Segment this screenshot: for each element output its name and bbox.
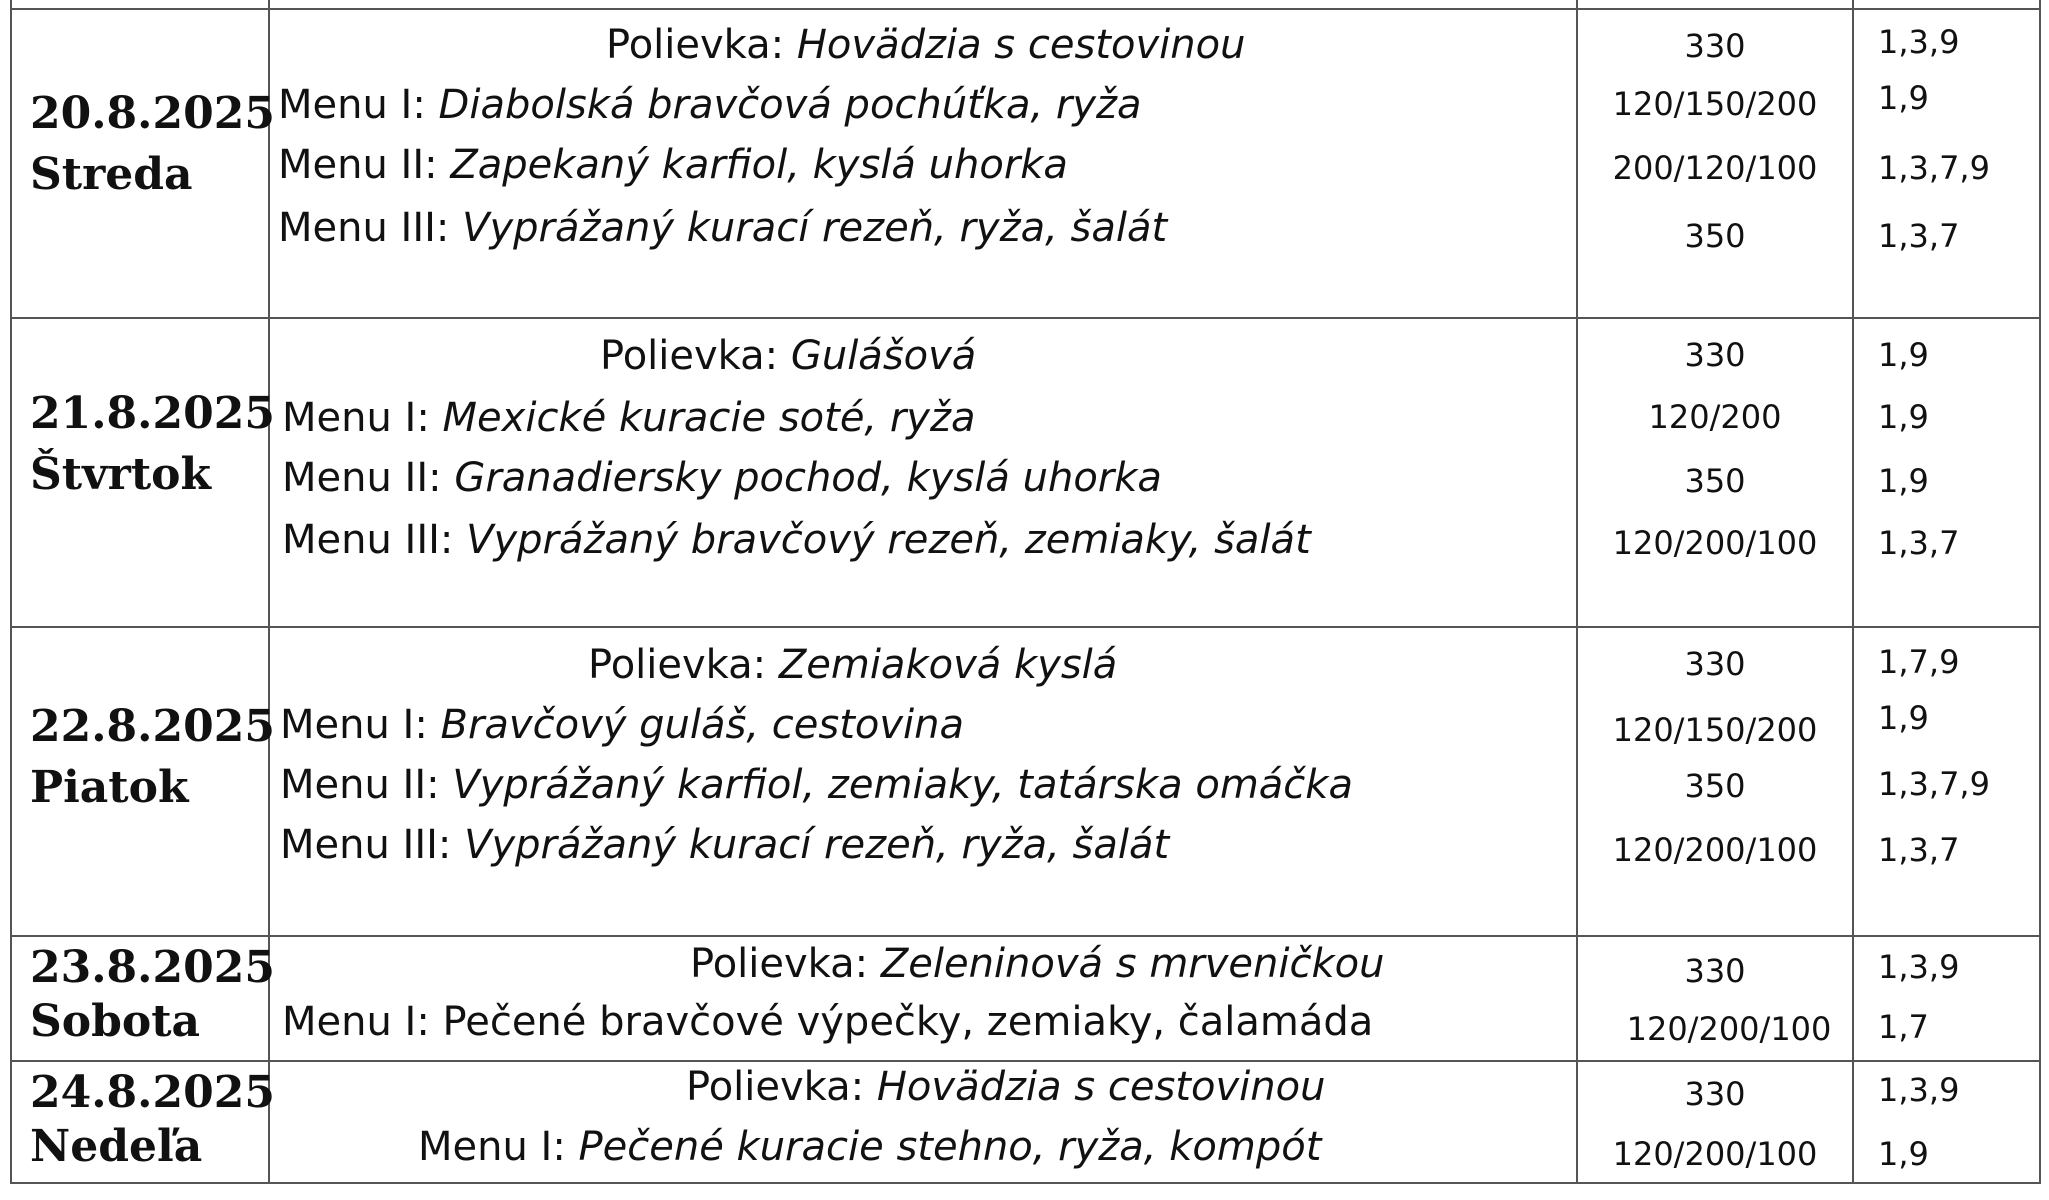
item-label: Polievka: [686,1064,865,1110]
dish-name: Gulášová [790,333,977,379]
dish-name: Diabolská bravčová pochúťka, ryža [438,82,1142,128]
item-label: Menu I: [418,1124,566,1170]
dish-name: Zeleninová s mrveničkou [880,941,1385,987]
date-cell [11,318,275,627]
allergens-value: 1,3,7 [1878,831,1960,869]
allergens-cell [1853,318,2040,627]
dish-name: Bravčový guláš, cestovina [440,702,965,748]
dish-line [278,140,1068,190]
weight-value: 330 [1684,27,1746,65]
date-cell [11,627,275,936]
date-label [30,941,275,1049]
weight-value: 120/200/100 [1612,831,1818,869]
weekly-menu-table [10,0,2041,1184]
allergens-value: 1,3,9 [1878,1071,1960,1109]
dish-name: Granadiersky pochod, kyslá uhorka [454,455,1162,501]
weight-value: 330 [1684,1075,1746,1113]
weekday-text: Nedeľa [30,1121,203,1172]
dish-line [588,640,1117,690]
dish-line [606,20,1245,70]
allergens-value: 1,7,9 [1878,643,1960,681]
weight-value: 350 [1684,462,1746,500]
item-label: Polievka: [588,642,767,688]
allergens-value: 1,7 [1878,1008,1929,1046]
item-label: Menu II: [278,142,438,188]
allergens-value: 1,9 [1878,699,1929,737]
dish-line [282,515,1311,565]
item-label: Menu III: [282,517,454,563]
dish-line [278,203,1167,253]
dish-name: Vyprážaný kurací rezeň, ryža, šalát [464,822,1170,868]
item-label: Menu I: [280,702,428,748]
item-label: Menu I: [278,82,426,128]
item-label: Polievka: [600,333,779,379]
allergens-value: 1,9 [1878,462,1929,500]
weight-cell [1577,9,1853,318]
day-row-piatok [11,627,2040,936]
weight-value: 120/200/100 [1626,1010,1832,1048]
dish-line [282,393,975,443]
weight-cell [1577,627,1853,936]
item-label: Menu II: [280,762,440,808]
dish-name: Vyprážaný kurací rezeň, ryža, šalát [462,205,1168,251]
weight-value: 200/120/100 [1612,149,1818,187]
dish-name: Vyprážaný karfiol, zemiaky, tatárska omáčka [452,762,1353,808]
date-text: 20.8.2025 [30,88,275,139]
weight-cell [1577,1061,1853,1183]
dish-line [280,820,1169,870]
dish-line [600,331,976,381]
day-row-stvrtok [11,318,2040,627]
date-cell [11,1061,275,1183]
dish-name: Hovädzia s cestovinou [876,1064,1326,1110]
date-text: 24.8.2025 [30,1067,275,1118]
dish-line [280,760,1353,810]
item-label: Menu I: Pečené bravčové výpečky, zemiaky, čalamáda [282,999,1374,1045]
dish-cell [269,936,1577,1061]
weight-value: 350 [1684,767,1746,805]
weight-value: 350 [1684,217,1746,255]
dish-cell [269,627,1577,936]
dish-line [280,700,964,750]
dish-line [690,939,1384,989]
date-label [30,83,275,205]
allergens-value: 1,3,9 [1878,948,1960,986]
item-label: Menu I: [282,395,430,441]
day-row-sobota [11,936,2040,1061]
allergens-value: 1,3,7 [1878,217,1960,255]
weight-value: 120/150/200 [1612,85,1818,123]
allergens-value: 1,9 [1878,398,1929,436]
dish-cell [269,9,1577,318]
item-label: Menu II: [282,455,442,501]
weekday-text: Streda [30,149,193,200]
item-label: Polievka: [690,941,869,987]
item-label: Polievka: [606,22,785,68]
dish-line [686,1062,1325,1112]
weight-value: 120/150/200 [1612,711,1818,749]
allergens-value: 1,9 [1878,79,1929,117]
weekday-text: Piatok [30,762,189,813]
weight-cell [1577,936,1853,1061]
weight-value: 330 [1684,336,1746,374]
allergens-value: 1,9 [1878,336,1929,374]
date-cell [11,9,275,318]
allergens-cell [1853,9,2040,318]
weekday-text: Sobota [30,996,201,1047]
date-label [30,1066,275,1174]
item-label: Menu III: [278,205,450,251]
weight-value: 120/200/100 [1612,524,1818,562]
allergens-value: 1,3,7,9 [1878,149,1990,187]
dish-line [282,453,1162,503]
dish-name: Pečené kuracie stehno, ryža, kompót [578,1124,1322,1170]
weight-value: 120/200/100 [1612,1135,1818,1173]
dish-line [278,80,1142,130]
allergens-cell [1853,1061,2040,1183]
weight-value: 120/200 [1648,398,1782,436]
weight-value: 330 [1684,952,1746,990]
dish-cell [269,1061,1577,1183]
dish-name: Zapekaný karfiol, kyslá uhorka [450,142,1068,188]
dish-name: Hovädzia s cestovinou [796,22,1246,68]
date-text: 21.8.2025 [30,388,275,439]
date-cell [11,936,275,1061]
allergens-value: 1,3,7,9 [1878,765,1990,803]
dish-cell [269,318,1577,627]
dish-name: Mexické kuracie soté, ryža [442,395,976,441]
item-label: Menu III: [280,822,452,868]
day-row-nedela [11,1061,2040,1183]
dish-line [418,1122,1321,1172]
table-top-edge-row [11,0,2040,9]
weight-value: 330 [1684,645,1746,683]
date-text: 23.8.2025 [30,942,275,993]
date-text: 22.8.2025 [30,701,275,752]
dish-line [282,997,1373,1047]
dish-name: Vyprážaný bravčový rezeň, zemiaky, šalát [466,517,1311,563]
allergens-value: 1,3,9 [1878,23,1960,61]
date-label [30,696,275,818]
weight-cell [1577,318,1853,627]
day-row-streda [11,9,2040,318]
allergens-cell [1853,936,2040,1061]
allergens-value: 1,3,7 [1878,524,1960,562]
weekday-text: Štvrtok [30,449,212,500]
dish-name: Zemiaková kyslá [778,642,1118,688]
date-label [30,383,275,505]
allergens-cell [1853,627,2040,936]
allergens-value: 1,9 [1878,1135,1929,1173]
